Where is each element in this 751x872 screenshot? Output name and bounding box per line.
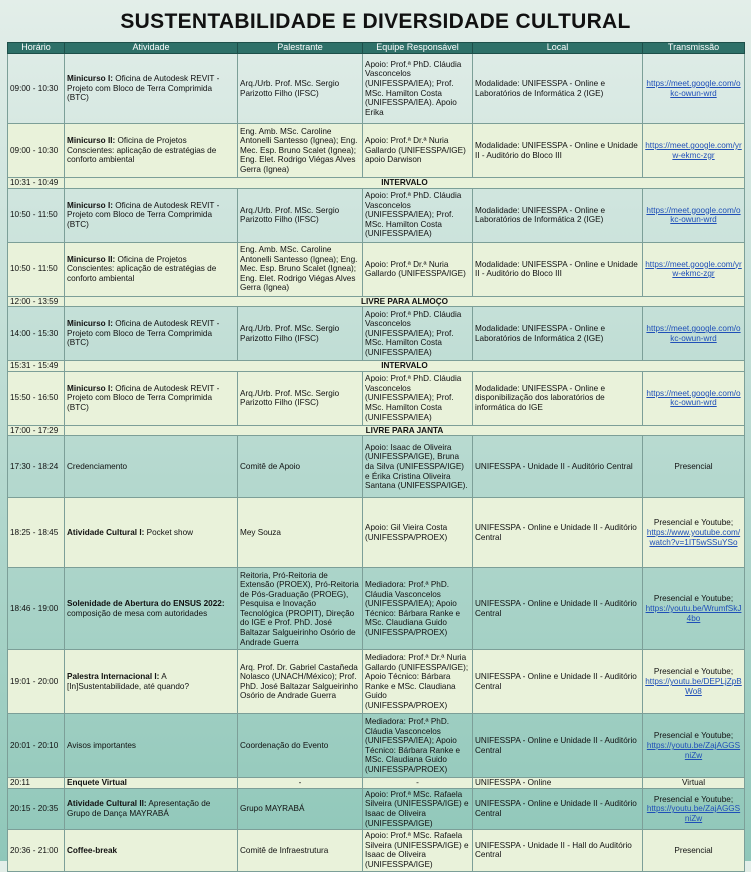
row-time: 19:01 - 20:00 — [8, 650, 65, 714]
activity-desc: Oficina de Autodesk REVIT - Projeto com Bloco de Terra Comprimida (BTC) — [67, 319, 220, 348]
row-broadcast — [643, 242, 745, 296]
row-broadcast — [643, 307, 745, 361]
activity-desc: Credenciamento — [67, 462, 128, 472]
activity-desc: Apresentação de Grupo de Dança MAYRABÁ — [67, 799, 211, 818]
row-team: Mediadora: Prof.ª Dr.ª Nuria Gallardo (UNIFESSPA/IGE); Apoio Técnico: Bárbara Ranke e MSc. Claudiana Guido (UNIFESSPA/PROEX) — [363, 650, 473, 714]
row-activity — [65, 242, 238, 296]
col-header-location: Local — [473, 43, 643, 54]
broadcast-mode: Virtual — [681, 778, 706, 788]
activity-desc: Oficina de Autodesk REVIT - Projeto com Bloco de Terra Comprimida (BTC) — [67, 74, 220, 103]
activity-title: Enquete Virtual — [67, 778, 127, 788]
row-location: UNIFESSPA - Unidade II - Auditório Central — [473, 436, 643, 498]
row-activity — [65, 568, 238, 650]
row-activity — [65, 778, 238, 789]
table-row — [8, 371, 745, 425]
row-team: Apoio: Prof.ª PhD. Cláudia Vasconcelos (UNIFESSPA/IEA); Prof. MSc. Hamilton Costa (UNIFESSPA/IEA) — [363, 371, 473, 425]
row-team: Apoio: Isaac de Oliveira (UNIFESSPA/IGE), Bruna da Silva (UNIFESSPA/IGE) e Érika Cristina Oliveira Santana (UNIFESSPA/IGE). — [363, 436, 473, 498]
row-time: 10:50 - 11:50 — [8, 242, 65, 296]
row-time: 15:50 - 16:50 — [8, 371, 65, 425]
activity-desc: Oficina de Projetos Conscientes: aplicação de estratégias de conforto ambiental — [67, 136, 217, 165]
row-location: UNIFESSPA - Online e Unidade II - Auditório Central — [473, 568, 643, 650]
row-team: Apoio: Prof.ª MSc. Rafaela Silveira (UNIFESSPA/IGE) e Isaac de Oliveira (UNIFESSPA/IGE) — [363, 788, 473, 829]
broadcast-mode: Presencial e Youtube; — [653, 594, 734, 604]
row-time: 20:11 — [8, 778, 65, 789]
row-team: Apoio: Prof.ª PhD. Cláudia Vasconcelos (UNIFESSPA/IEA); Prof. MSc. Hamilton Costa (UNIFESSPA/IEA). Apoio Erika — [363, 54, 473, 124]
row-time: 10:50 - 11:50 — [8, 188, 65, 242]
row-time: 09:00 - 10:30 — [8, 124, 65, 178]
row-broadcast — [643, 124, 745, 178]
row-time: 20:36 - 21:00 — [8, 829, 65, 871]
row-broadcast — [643, 650, 745, 714]
row-team: Mediadora: Prof.ª PhD. Cláudia Vasconcelos (UNIFESSPA/IEA); Apoio Técnico: Bárbara Ranke e MSc. Claudiana Guido (UNIFESSPA/PROEX) — [363, 714, 473, 778]
row-team: Apoio: Prof.ª MSc. Rafaela Silveira (UNIFESSPA/IGE) e Isaac de Oliveira (UNIFESSPA/IGE) — [363, 829, 473, 871]
row-speaker: Eng. Amb. MSc. Caroline Antonelli Santesso (Ignea); Eng. Mec. Esp. Bruno Scalet (Ignea); Eng. Elet. Rodrigo Viégas Alves Gerra (Ignea) — [238, 124, 363, 178]
broadcast-mode: Presencial — [674, 462, 713, 472]
row-broadcast — [643, 568, 745, 650]
row-activity — [65, 498, 238, 568]
activity-title: Palestra Internacional I: — [67, 672, 160, 682]
row-speaker: Arq./Urb. Prof. MSc. Sergio Parizotto Filho (IFSC) — [238, 307, 363, 361]
activity-desc: A [In]Sustentabilidade, até quando? — [67, 672, 190, 691]
row-team: Apoio: Prof.ª Dr.ª Nuria Gallardo (UNIFESSPA/IGE) — [363, 242, 473, 296]
activity-desc: Avisos importantes — [67, 741, 137, 751]
row-speaker: Eng. Amb. MSc. Caroline Antonelli Santesso (Ignea); Eng. Mec. Esp. Bruno Scalet (Ignea); Eng. Elet. Rodrigo Viégas Alves Gerra (Ignea) — [238, 242, 363, 296]
row-team: - — [363, 778, 473, 789]
row-activity — [65, 714, 238, 778]
row-activity — [65, 788, 238, 829]
row-speaker: Comitê de Infraestrutura — [238, 829, 363, 871]
activity-title: Solenidade de Abertura do ENSUS 2022: — [67, 599, 225, 609]
row-time: 14:00 - 15:30 — [8, 307, 65, 361]
row-activity — [65, 307, 238, 361]
row-time: 17:00 - 17:29 — [8, 425, 65, 436]
table-row — [8, 498, 745, 568]
row-time: 20:01 - 20:10 — [8, 714, 65, 778]
row-speaker: Reitoria, Pró-Reitoria de Extensão (PROEX), Pró-Reitoria de Pós-Graduação (PROEG), Pesquisa e Inovação Tecnológica (PROPIT), Direção do IGE e Prof. PhD. José Baltazar Salgueirinho Osório de Andrade Guerra — [238, 568, 363, 650]
row-speaker: Arq./Urb. Prof. MSc. Sergio Parizotto Filho (IFSC) — [238, 371, 363, 425]
activity-desc: Oficina de Projetos Conscientes: aplicação de estratégias de conforto ambiental — [67, 254, 217, 283]
break-row — [8, 296, 745, 307]
broadcast-mode: Presencial e Youtube; — [653, 794, 734, 804]
broadcast-mode: Presencial — [674, 845, 713, 855]
row-time: 17:30 - 18:24 — [8, 436, 65, 498]
row-time: 18:46 - 19:00 — [8, 568, 65, 650]
activity-desc: Pocket show — [144, 528, 194, 538]
row-broadcast — [643, 188, 745, 242]
row-activity — [65, 188, 238, 242]
table-row — [8, 714, 745, 778]
row-broadcast — [643, 778, 745, 789]
table-row — [8, 242, 745, 296]
row-location: Modalidade: UNIFESSPA - Online e Laboratórios de Informática 2 (IGE) — [473, 54, 643, 124]
col-header-activity: Atividade — [65, 43, 238, 54]
broadcast-mode: Presencial e Youtube; — [653, 731, 734, 741]
stream-link[interactable]: https://meet.google.com/yrw-ekmc-zgr — [645, 259, 742, 279]
row-time: 18:25 - 18:45 — [8, 498, 65, 568]
col-header-time: Horário — [8, 43, 65, 54]
break-label: INTERVALO — [65, 361, 745, 372]
row-activity — [65, 436, 238, 498]
row-location: UNIFESSPA - Online — [473, 778, 643, 789]
activity-title: Minicurso II: — [67, 136, 116, 146]
table-row — [8, 650, 745, 714]
stream-link[interactable]: https://meet.google.com/okc-owun-wrd — [646, 324, 741, 343]
activity-desc: Oficina de Autodesk REVIT - Projeto com Bloco de Terra Comprimida (BTC) — [67, 200, 220, 229]
row-broadcast — [643, 371, 745, 425]
activity-title: Minicurso I: — [67, 200, 113, 210]
row-speaker: Coordenação do Evento — [238, 714, 363, 778]
table-row — [8, 829, 745, 871]
activity-title: Minicurso II: — [67, 254, 116, 264]
row-speaker: Arq. Prof. Dr. Gabriel Castañeda Nolasco (UNACH/México); Prof. PhD. José Baltazar Salgueirinho Osório de Andrade Guerra — [238, 650, 363, 714]
row-broadcast — [643, 498, 745, 568]
row-team: Apoio: Gil Vieira Costa (UNIFESSPA/PROEX) — [363, 498, 473, 568]
row-broadcast — [643, 829, 745, 871]
row-activity — [65, 124, 238, 178]
stream-link[interactable]: https://meet.google.com/okc-owun-wrd — [646, 78, 741, 98]
row-activity — [65, 650, 238, 714]
row-location: Modalidade: UNIFESSPA - Online e disponibilização dos laboratórios de informática do IGE — [473, 371, 643, 425]
row-time: 15:31 - 15:49 — [8, 361, 65, 372]
row-time: 12:00 - 13:59 — [8, 296, 65, 307]
activity-title: Coffee-break — [67, 845, 118, 855]
row-activity — [65, 829, 238, 871]
break-row — [8, 361, 745, 372]
table-row — [8, 778, 745, 789]
table-row — [8, 188, 745, 242]
row-location: UNIFESSPA - Online e Unidade II - Auditório Central — [473, 788, 643, 829]
broadcast-mode: Presencial e Youtube; — [653, 667, 734, 677]
row-team: Apoio: Prof.ª Dr.ª Nuria Gallardo (UNIFESSPA/IGE) apoio Darwison — [363, 124, 473, 178]
stream-link[interactable]: https://youtu.be/ZajAGGSniZw — [646, 741, 741, 760]
row-team: Apoio: Prof.ª PhD. Cláudia Vasconcelos (UNIFESSPA/IEA); Prof. MSc. Hamilton Costa (UNIFESSPA/IEA) — [363, 188, 473, 242]
table-row — [8, 568, 745, 650]
row-activity — [65, 371, 238, 425]
activity-title: Atividade Cultural I: — [67, 528, 145, 538]
activity-desc: composição de mesa com autoridades — [67, 608, 208, 618]
row-location: Modalidade: UNIFESSPA - Online e Laboratórios de Informática 2 (IGE) — [473, 188, 643, 242]
schedule-table — [7, 42, 745, 872]
row-location: UNIFESSPA - Online e Unidade II - Auditório Central — [473, 714, 643, 778]
row-time: 10:31 - 10:49 — [8, 178, 65, 189]
break-row — [8, 178, 745, 189]
table-header-row — [8, 43, 745, 54]
activity-title: Minicurso I: — [67, 74, 113, 84]
row-location: Modalidade: UNIFESSPA - Online e Laboratórios de Informática 2 (IGE) — [473, 307, 643, 361]
activity-desc: Oficina de Autodesk REVIT - Projeto com Bloco de Terra Comprimida (BTC) — [67, 383, 220, 413]
row-speaker: Comitê de Apoio — [238, 436, 363, 498]
row-location: UNIFESSPA - Online e Unidade II - Auditório Central — [473, 650, 643, 714]
col-header-team: Equipe Responsável — [363, 43, 473, 54]
row-broadcast — [643, 54, 745, 124]
row-location: Modalidade: UNIFESSPA - Online e Unidade II - Auditório do Bloco III — [473, 242, 643, 296]
table-row — [8, 124, 745, 178]
break-label: INTERVALO — [65, 178, 745, 189]
table-row — [8, 307, 745, 361]
table-row — [8, 54, 745, 124]
row-broadcast — [643, 788, 745, 829]
table-row — [8, 788, 745, 829]
col-header-broadcast: Transmissão — [643, 43, 745, 54]
row-time: 09:00 - 10:30 — [8, 54, 65, 124]
stream-link[interactable]: https://www.youtube.com/watch?v=1IT5wSSuYSo — [646, 528, 741, 547]
table-row — [8, 436, 745, 498]
stream-link[interactable]: https://youtu.be/WrumfSkJ4bo — [645, 604, 742, 623]
stream-link[interactable]: https://meet.google.com/okc-owun-wrd — [646, 388, 741, 408]
row-speaker: Arq./Urb. Prof. MSc. Sergio Parizotto Filho (IFSC) — [238, 54, 363, 124]
break-label: LIVRE PARA JANTA — [65, 425, 745, 436]
activity-title: Atividade Cultural II: — [67, 799, 147, 809]
stream-link[interactable]: https://meet.google.com/yrw-ekmc-zgr — [645, 140, 742, 160]
row-time: 20:15 - 20:35 — [8, 788, 65, 829]
break-row — [8, 425, 745, 436]
row-location: UNIFESSPA - Unidade II - Hall do Auditório Central — [473, 829, 643, 871]
row-team: Mediadora: Prof.ª PhD. Cláudia Vasconcelos (UNIFESSPA/IEA); Apoio Técnico: Bárbara Ranke e MSc. Claudiana Guido (UNIFESSPA/PROEX) — [363, 568, 473, 650]
stream-link[interactable]: https://youtu.be/ZajAGGSniZw — [646, 804, 741, 823]
row-activity — [65, 54, 238, 124]
activity-title: Minicurso I: — [67, 383, 113, 393]
break-label: LIVRE PARA ALMOÇO — [65, 296, 745, 307]
row-location: Modalidade: UNIFESSPA - Online e Unidade II - Auditório do Bloco III — [473, 124, 643, 178]
stream-link[interactable]: https://youtu.be/DEPLjZpBWo8 — [645, 677, 742, 696]
activity-title: Minicurso I: — [67, 319, 113, 329]
col-header-speaker: Palestrante — [238, 43, 363, 54]
row-broadcast — [643, 714, 745, 778]
row-speaker: Grupo MAYRABÁ — [238, 788, 363, 829]
broadcast-mode: Presencial e Youtube; — [653, 518, 734, 528]
row-speaker: Mey Souza — [238, 498, 363, 568]
page-title: SUSTENTABILIDADE E DIVERSIDADE CULTURAL — [120, 10, 631, 33]
row-broadcast — [643, 436, 745, 498]
row-team: Apoio: Prof.ª PhD. Cláudia Vasconcelos (UNIFESSPA/IEA); Prof. MSc. Hamilton Costa (UNIFESSPA/IEA) — [363, 307, 473, 361]
stream-link[interactable]: https://meet.google.com/okc-owun-wrd — [646, 205, 741, 225]
row-speaker: Arq./Urb. Prof. MSc. Sergio Parizotto Filho (IFSC) — [238, 188, 363, 242]
row-location: UNIFESSPA - Online e Unidade II - Auditório Central — [473, 498, 643, 568]
row-speaker: - — [238, 778, 363, 789]
